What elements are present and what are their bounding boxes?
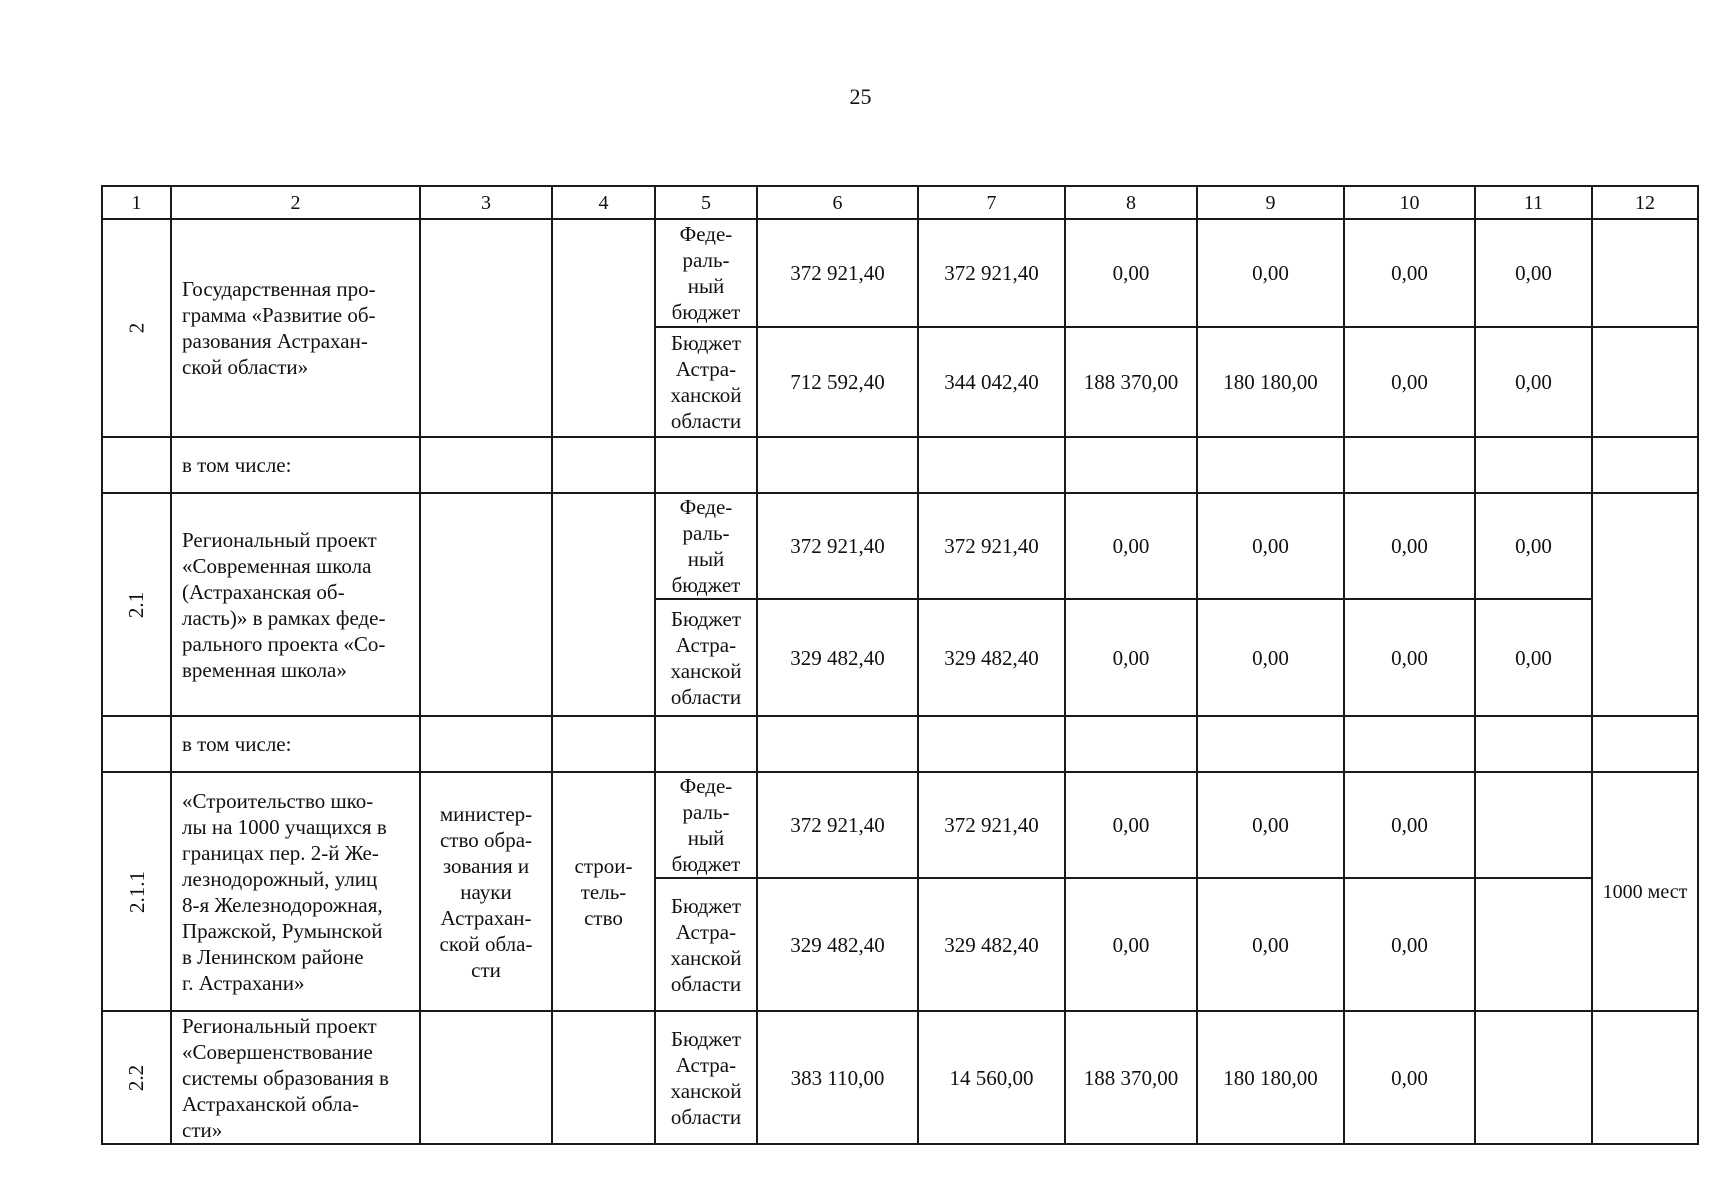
empty-cell <box>420 437 552 493</box>
column-header: 4 <box>552 186 655 219</box>
amount-cell: 372 921,40 <box>757 219 918 327</box>
amount-cell: 0,00 <box>1344 599 1475 716</box>
funding-source: Феде- раль- ный бюджет <box>655 493 757 599</box>
page-number: 25 <box>849 84 872 109</box>
amount-cell: 0,00 <box>1065 878 1197 1011</box>
table-row <box>102 716 1698 772</box>
table-row <box>102 219 1698 327</box>
result-cell <box>1592 493 1698 716</box>
amount-cell: 0,00 <box>1475 493 1592 599</box>
item-name: Региональный проект «Современная школа (Астраханская об- ласть)» в рамках феде- рального проекта «Со- временная школа» <box>171 493 420 716</box>
row-number-cell <box>102 493 171 716</box>
empty-cell <box>1197 437 1344 493</box>
column-header: 1 <box>102 186 171 219</box>
row-number: 2 <box>124 322 149 334</box>
amount-cell: 0,00 <box>1197 599 1344 716</box>
result-cell <box>1592 219 1698 327</box>
funding-source: Феде- раль- ный бюджет <box>655 772 757 878</box>
empty-cell <box>1344 437 1475 493</box>
column-header: 11 <box>1475 186 1592 219</box>
item-name: Региональный проект «Совершенствование системы образования в Астраханской обла- сти» <box>171 1011 420 1144</box>
empty-cell <box>1197 716 1344 772</box>
responsible-cell <box>420 493 552 716</box>
amount-cell: 344 042,40 <box>918 327 1065 437</box>
amount-cell: 0,00 <box>1344 772 1475 878</box>
empty-cell <box>102 716 171 772</box>
amount-cell: 0,00 <box>1197 772 1344 878</box>
amount-cell: 0,00 <box>1065 219 1197 327</box>
row-number-cell <box>102 772 171 1011</box>
amount-cell: 180 180,00 <box>1197 1011 1344 1144</box>
amount-cell: 180 180,00 <box>1197 327 1344 437</box>
amount-cell: 383 110,00 <box>757 1011 918 1144</box>
column-header: 8 <box>1065 186 1197 219</box>
empty-cell <box>918 716 1065 772</box>
empty-cell <box>918 437 1065 493</box>
work-type-cell <box>552 1011 655 1144</box>
responsible-cell <box>420 219 552 437</box>
amount-cell: 329 482,40 <box>918 878 1065 1011</box>
funding-source: Бюджет Астра- ханской области <box>655 1011 757 1144</box>
column-header: 3 <box>420 186 552 219</box>
empty-cell <box>552 437 655 493</box>
empty-cell <box>1475 716 1592 772</box>
work-type-cell <box>552 493 655 716</box>
column-header: 12 <box>1592 186 1698 219</box>
result-value: 1000 мест <box>1592 772 1698 1011</box>
amount-cell: 0,00 <box>1065 599 1197 716</box>
amount-cell: 0,00 <box>1065 493 1197 599</box>
amount-cell: 0,00 <box>1344 493 1475 599</box>
amount-cell: 372 921,40 <box>918 219 1065 327</box>
amount-cell: 0,00 <box>1344 219 1475 327</box>
budget-table <box>101 185 1699 1145</box>
work-type-cell <box>552 219 655 437</box>
empty-cell <box>1475 437 1592 493</box>
including-label: в том числе: <box>171 716 420 772</box>
empty-cell <box>757 716 918 772</box>
table-row <box>102 437 1698 493</box>
column-header: 9 <box>1197 186 1344 219</box>
empty-cell <box>1065 437 1197 493</box>
amount-cell: 188 370,00 <box>1065 327 1197 437</box>
amount-cell: 0,00 <box>1344 1011 1475 1144</box>
amount-cell: 0,00 <box>1475 327 1592 437</box>
amount-cell: 0,00 <box>1197 878 1344 1011</box>
responsible-executor: министер- ство обра- зования и науки Астрахан- ской обла- сти <box>420 772 552 1011</box>
amount-cell: 0,00 <box>1344 327 1475 437</box>
amount-cell: 329 482,40 <box>757 878 918 1011</box>
amount-cell: 372 921,40 <box>757 772 918 878</box>
amount-cell: 329 482,40 <box>918 599 1065 716</box>
row-number: 2.2 <box>124 1064 149 1091</box>
column-header: 2 <box>171 186 420 219</box>
work-type: строи- тель- ство <box>552 772 655 1011</box>
column-header: 6 <box>757 186 918 219</box>
result-cell <box>1592 327 1698 437</box>
row-number: 2.1 <box>124 591 149 618</box>
amount-cell: 188 370,00 <box>1065 1011 1197 1144</box>
funding-source: Бюджет Астра- ханской области <box>655 878 757 1011</box>
including-label: в том числе: <box>171 437 420 493</box>
amount-cell: 329 482,40 <box>757 599 918 716</box>
funding-source: Бюджет Астра- ханской области <box>655 599 757 716</box>
amount-cell <box>1475 878 1592 1011</box>
amount-cell: 0,00 <box>1475 219 1592 327</box>
empty-cell <box>757 437 918 493</box>
table-header-row <box>102 186 1698 219</box>
funding-source: Бюджет Астра- ханской области <box>655 327 757 437</box>
column-header: 5 <box>655 186 757 219</box>
amount-cell: 372 921,40 <box>757 493 918 599</box>
amount-cell <box>1475 1011 1592 1144</box>
empty-cell <box>655 716 757 772</box>
amount-cell <box>1475 772 1592 878</box>
table-row <box>102 772 1698 878</box>
empty-cell <box>1065 716 1197 772</box>
empty-cell <box>102 437 171 493</box>
amount-cell: 0,00 <box>1197 493 1344 599</box>
table-row <box>102 1011 1698 1144</box>
empty-cell <box>1592 437 1698 493</box>
row-number: 2.1.1 <box>124 870 149 913</box>
column-header: 7 <box>918 186 1065 219</box>
funding-source: Феде- раль- ный бюджет <box>655 219 757 327</box>
empty-cell <box>552 716 655 772</box>
amount-cell: 0,00 <box>1065 772 1197 878</box>
empty-cell <box>420 716 552 772</box>
item-name: «Строительство шко- лы на 1000 учащихся в границах пер. 2-й Же- лезнодорожный, улиц 8-я Железнодорожная, Пражской, Румынской в Ленинском районе г. Астрахани» <box>171 772 420 1011</box>
row-number-cell <box>102 219 171 437</box>
amount-cell: 0,00 <box>1344 878 1475 1011</box>
empty-cell <box>1344 716 1475 772</box>
empty-cell <box>1592 716 1698 772</box>
table-row <box>102 493 1698 599</box>
empty-cell <box>655 437 757 493</box>
amount-cell: 14 560,00 <box>918 1011 1065 1144</box>
item-name: Государственная про- грамма «Развитие об- разования Астрахан- ской области» <box>171 219 420 437</box>
column-header: 10 <box>1344 186 1475 219</box>
amount-cell: 372 921,40 <box>918 493 1065 599</box>
amount-cell: 712 592,40 <box>757 327 918 437</box>
row-number-cell <box>102 1011 171 1144</box>
amount-cell: 0,00 <box>1475 599 1592 716</box>
amount-cell: 372 921,40 <box>918 772 1065 878</box>
result-cell <box>1592 1011 1698 1144</box>
amount-cell: 0,00 <box>1197 219 1344 327</box>
responsible-cell <box>420 1011 552 1144</box>
